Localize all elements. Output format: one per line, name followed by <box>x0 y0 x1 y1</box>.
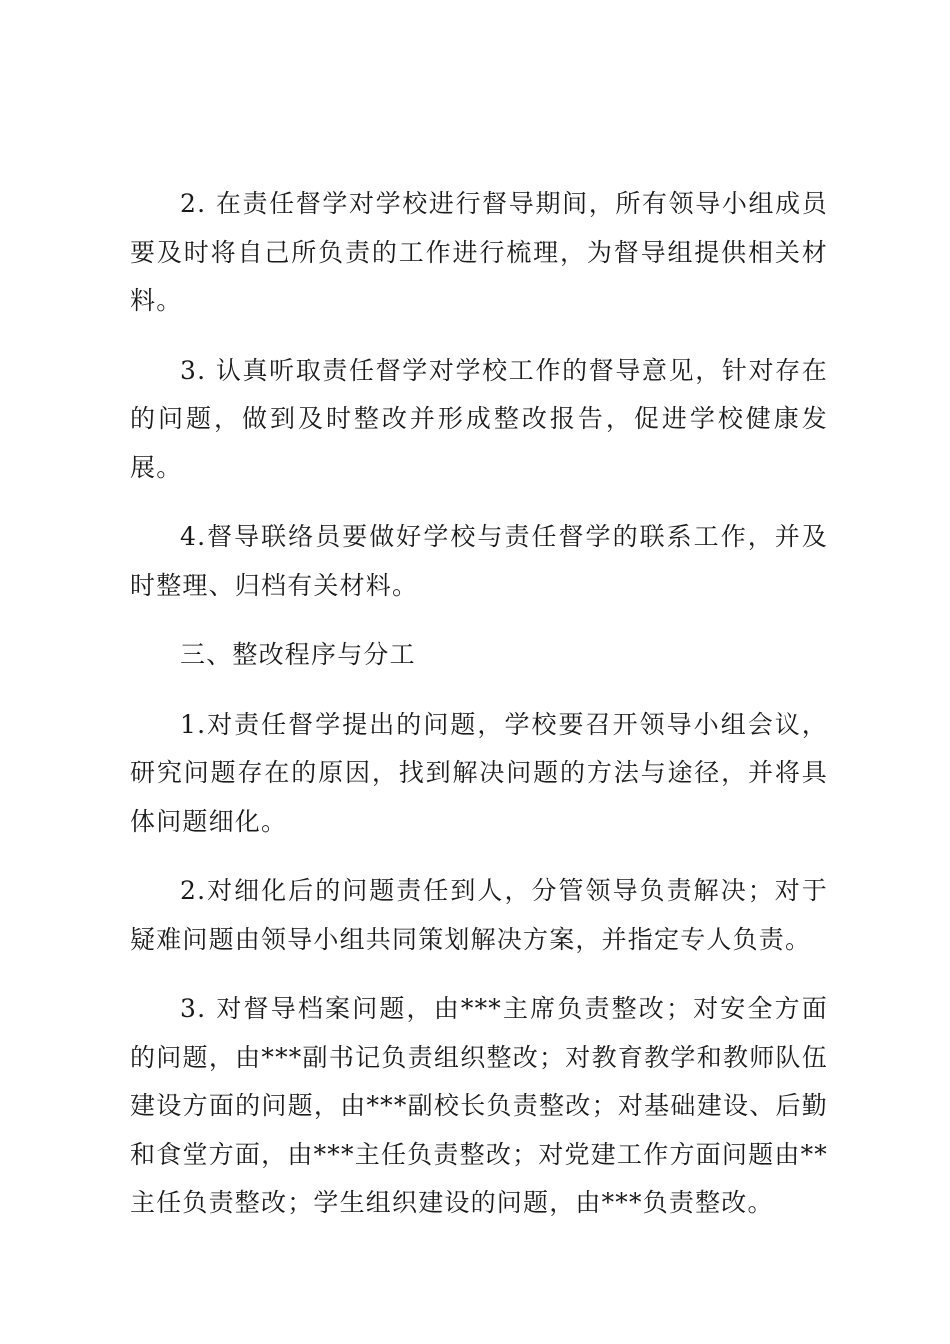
paragraph-spacer <box>130 492 828 513</box>
section-heading: 三、整改程序与分工 <box>180 640 416 669</box>
section-paragraph-3: 3. 对督导档案问题，由***主席负责整改；对安全方面的问题，由***副书记负责组织整改；对教育教学和教师队伍建设方面的问题，由***副校长负责整改；对基础建设、后勤和食堂方面，由***主任负责整改；对党建工作方面问题由**主任负责整改；学生组织建设的问题，由***负责整改。 <box>130 994 828 1217</box>
section-paragraph-1: 1.对责任督学提出的问题，学校要召开领导小组会议，研究问题存在的原因，找到解决问题的方法与途径，并将具体问题细化。 <box>130 709 828 836</box>
paragraph-spacer <box>130 964 828 985</box>
paragraph-spacer <box>130 846 828 867</box>
paragraph-item-3: 3. 认真听取责任督学对学校工作的督导意见，针对存在的问题，做到及时整改并形成整改报告，促进学校健康发展。 <box>130 355 828 482</box>
paragraph-item-2: 2. 在责任督学对学校进行督导期间，所有领导小组成员要及时将自己所负责的工作进行梳理，为督导组提供相关材料。 <box>130 189 828 315</box>
paragraph-spacer <box>130 610 828 631</box>
paragraph-item-4: 4.督导联络员要做好学校与责任督学的联系工作，并及时整理、归档有关材料。 <box>130 522 828 600</box>
paragraph-spacer <box>130 326 828 347</box>
section-paragraph-2: 2.对细化后的问题责任到人，分管领导负责解决；对于疑难问题由领导小组共同策划解决方案，并指定专人负责。 <box>130 876 828 954</box>
document-body <box>130 180 828 1228</box>
paragraph-spacer <box>130 680 828 701</box>
